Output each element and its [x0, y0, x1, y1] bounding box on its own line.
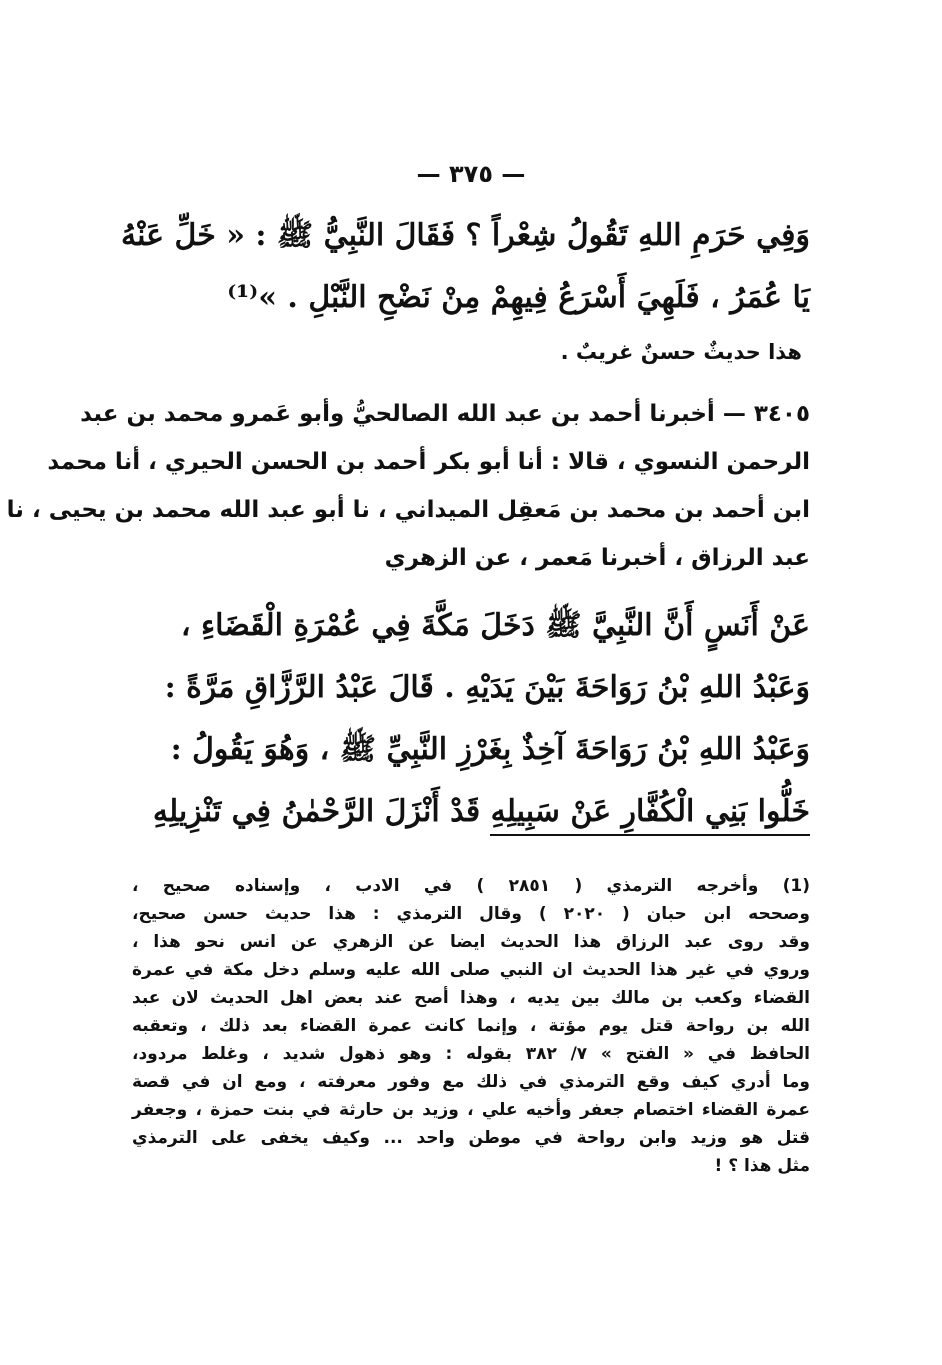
text-line: الرحمن النسوي ، قالا : أنا أبو بكر أحمد بن الحسن الحيري ، أنا محمد	[47, 449, 810, 475]
footnote-line: (1) وأخرجه الترمذي ( ٢٨٥١ ) في الادب ، وإسناده صحيح ،	[132, 876, 810, 896]
footnote-line: قتل هو وزيد وابن رواحة في موطن واحد ... وكيف يخفى على الترمذي	[132, 1128, 810, 1148]
footnote-separator	[490, 834, 810, 836]
text-line: وَفِي حَرَمِ اللهِ تَقُولُ شِعْراً ؟ فَقَالَ النَّبِيُّ ﷺ : « خَلِّ عَنْهُ	[121, 218, 810, 253]
text-line: وَعَبْدُ اللهِ بْنُ رَوَاحَةَ آخِذٌ بِغَرْزِ النَّبِيِّ ﷺ ، وَهُوَ يَقُولُ :	[170, 732, 810, 767]
footnote-line: الحافظ في « الفتح » ٧/ ٣٨٢ بقوله : وهو ذهول شديد ، وغلط مردود،	[132, 1044, 810, 1064]
footnote-line: القضاء وكعب بن مالك بين يديه ، وهذا أصح عند بعض اهل الحديث لان عبد	[132, 988, 810, 1008]
footnote-line: الله بن رواحة قتل يوم مؤتة ، وإنما كانت عمرة القضاء بعد ذلك ، وتعقبه	[132, 1016, 810, 1036]
poem-verse-line: خَلُّوا بَنِي الْكُفَّارِ عَنْ سَبِيلِهِ قَدْ أَنْزَلَ الرَّحْمٰنُ فِي تَنْزِيلِهِ	[152, 794, 810, 829]
footnote-line: وما أدري كيف وقع الترمذي في ذلك مع وفور معرفته ، ومع ان في قصة	[132, 1072, 810, 1092]
footnote-line: وصححه ابن حبان ( ٢٠٢٠ ) وقال الترمذي : هذا حديث حسن صحيح،	[132, 904, 810, 924]
text-line: عَنْ أَنَسٍ أَنَّ النَّبِيَّ ﷺ دَخَلَ مَكَّةَ فِي عُمْرَةِ الْقَضَاءِ ،	[180, 608, 810, 643]
footnote-line: وقد روى عبد الرزاق هذا الحديث ايضا عن الزهري عن انس نحو هذا ،	[132, 932, 810, 952]
hadith-grade: هذا حديثٌ حسنٌ غريبٌ .	[560, 340, 802, 364]
text-line: يَا عُمَرُ ، فَلَهِيَ أَسْرَعُ فِيهِمْ مِنْ نَضْحِ النَّبْلِ . »⁽¹⁾	[227, 280, 810, 315]
footnote-line: وروي في غير هذا الحديث ان النبي صلى الله عليه وسلم دخل مكة في عمرة	[132, 960, 810, 980]
text-line: ابن أحمد بن محمد بن مَعقِل الميداني ، نا أبو عبد الله محمد بن يحيى ، نا	[6, 497, 810, 523]
poem-top-block	[121, 205, 810, 329]
footnote-line: مثل هذا ؟ !	[714, 1156, 810, 1176]
footnote-line: عمرة القضاء اختصام جعفر وأخيه علي ، وزيد بن حارثة في بنت حمزة ، وجعفر	[132, 1100, 810, 1120]
text-line: ٣٤٠٥ — أخبرنا أحمد بن عبد الله الصالحيُّ وأبو عَمرو محمد بن عبد	[80, 401, 810, 427]
text-line: وَعَبْدُ اللهِ بْنُ رَوَاحَةَ بَيْنَ يَدَيْهِ . قَالَ عَبْدُ الرَّزَّاقِ مَرَّةً :	[164, 670, 810, 705]
matn-block	[132, 595, 810, 843]
footnote-block	[132, 872, 810, 1180]
page-number: — ٣٧٥ —	[416, 160, 526, 188]
text-line: عبد الرزاق ، أخبرنا مَعمر ، عن الزهري	[384, 545, 810, 571]
isnad-block	[6, 390, 810, 582]
